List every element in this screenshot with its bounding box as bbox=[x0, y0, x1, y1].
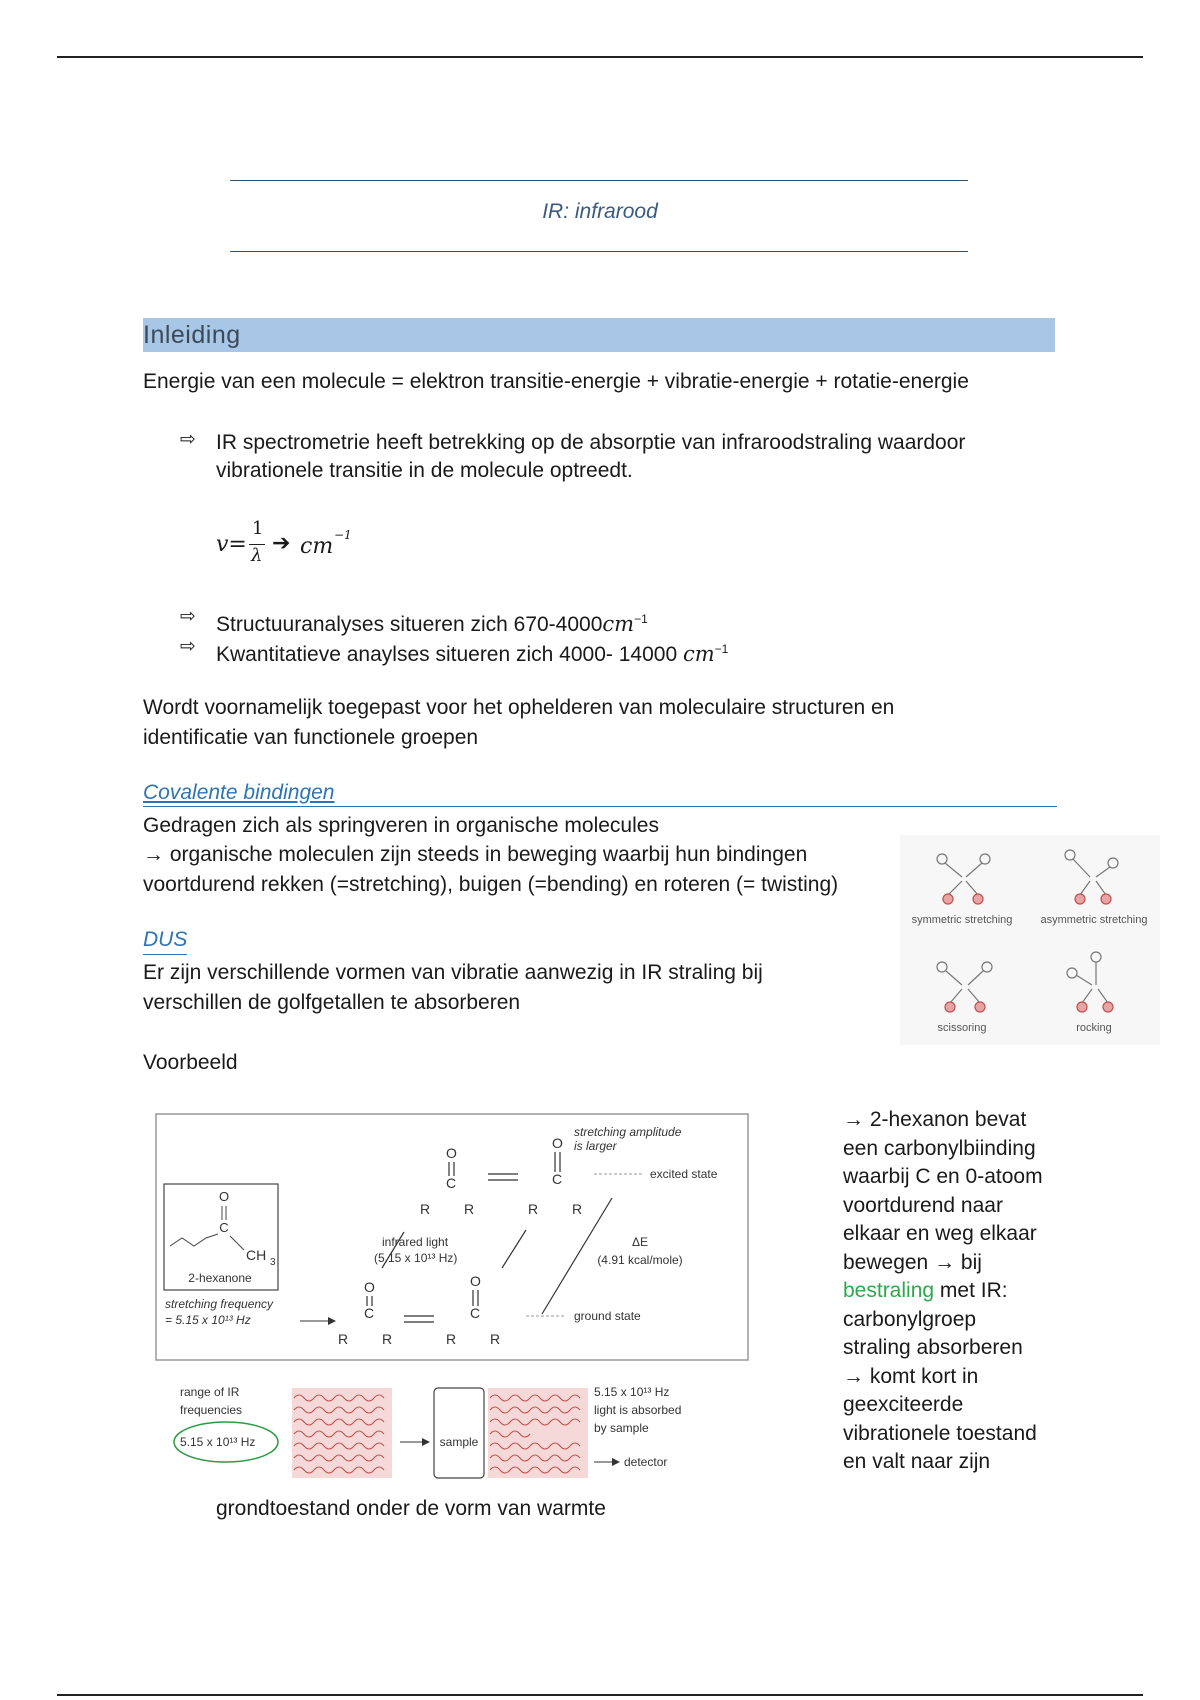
svg-text:O: O bbox=[218, 1189, 230, 1204]
range-value: 5.15 x 10¹³ Hz bbox=[180, 1435, 256, 1449]
svg-text:R: R bbox=[382, 1331, 393, 1347]
side-line: geexciteerde bbox=[843, 1393, 964, 1416]
side-line-green: bestraling met IR: bbox=[843, 1279, 1008, 1302]
dus-heading-rule bbox=[143, 954, 187, 955]
svg-text:C: C bbox=[219, 1220, 229, 1235]
formula-numerator: 1 bbox=[252, 518, 264, 539]
svg-text:R: R bbox=[528, 1201, 539, 1217]
svg-text:R: R bbox=[338, 1331, 349, 1347]
svg-text:C: C bbox=[470, 1305, 481, 1321]
side-line: elkaar en weg elkaar bbox=[843, 1222, 1037, 1245]
svg-text:R: R bbox=[572, 1201, 583, 1217]
bullet1-line1: IR spectrometrie heeft betrekking op de absorptie van infraroodstraling waardoor bbox=[216, 431, 966, 454]
bullet2-text: Structuuranalyses situeren zich $670-4000cm^{-1}$ bbox=[216, 612, 648, 636]
side-line: waarbij C en 0-atoom bbox=[843, 1165, 1043, 1188]
dus-heading: DUS bbox=[143, 928, 188, 951]
infrared-value: (5.15 x 10¹³ Hz) bbox=[374, 1251, 458, 1265]
side-line: een carbonylbiinding bbox=[843, 1136, 1036, 1160]
kcal-label: (4.91 kcal/mole) bbox=[597, 1253, 683, 1267]
vib-label: scissoring bbox=[937, 1022, 987, 1034]
delta-e-label: ΔE bbox=[631, 1235, 649, 1249]
detector-label: detector bbox=[624, 1455, 668, 1469]
stretch-freq-label: stretching frequency bbox=[165, 1297, 274, 1311]
page-title: IR: infrarood bbox=[542, 200, 658, 223]
range-label: range of IR bbox=[180, 1385, 240, 1399]
svg-text:O: O bbox=[364, 1279, 375, 1295]
amplitude-label-2: is larger bbox=[574, 1139, 617, 1153]
amplitude-label: stretching amplitude bbox=[574, 1125, 682, 1139]
absorbed-freq: 5.15 x 10¹³ Hz bbox=[594, 1385, 670, 1399]
side-explanation bbox=[843, 1106, 1073, 1477]
vibration-modes-figure bbox=[900, 835, 1160, 1045]
stretch-freq-value: = 5.15 x 10¹³ Hz bbox=[165, 1313, 251, 1327]
svg-text:R: R bbox=[446, 1331, 457, 1347]
formula-denominator: λ bbox=[251, 545, 263, 566]
ch3-subscript: 3 bbox=[270, 1257, 276, 1268]
vib-label: symmetric stretching bbox=[911, 914, 1013, 926]
ch3-label: CH bbox=[246, 1247, 267, 1263]
bullet-arrow-icon: ⇨ bbox=[180, 636, 196, 657]
svg-text:O: O bbox=[446, 1145, 457, 1161]
svg-text:R: R bbox=[420, 1201, 431, 1217]
sample-label: sample bbox=[439, 1435, 479, 1449]
covalent-line3: voortdurend rekken (=stretching), buigen (=bending) en roteren (= twisting) bbox=[143, 873, 839, 896]
range-label-2: frequencies bbox=[180, 1403, 243, 1417]
infrared-label: infrared light bbox=[382, 1235, 449, 1249]
grond-text: grondtoestand onder de vorm van warmte bbox=[216, 1497, 606, 1520]
svg-text:O: O bbox=[470, 1273, 481, 1289]
title-rule-bottom bbox=[230, 251, 968, 252]
formula-lhs: v= bbox=[216, 532, 247, 557]
absorbed-label-2: by sample bbox=[594, 1421, 649, 1435]
ground-state-label: ground state bbox=[574, 1309, 641, 1323]
bottom-rule bbox=[57, 1694, 1143, 1696]
formula-unit: cm bbox=[300, 534, 334, 559]
svg-text:R: R bbox=[490, 1331, 501, 1347]
bullet1-line2: vibrationele transitie in de molecule optreedt. bbox=[216, 459, 633, 482]
ir-absorption-figure bbox=[150, 1108, 760, 1488]
formula bbox=[216, 518, 416, 568]
excited-state-label: excited state bbox=[650, 1167, 718, 1181]
covalent-line2: → organische moleculen zijn steeds in beweging waarbij hun bindingen bbox=[143, 843, 808, 866]
covalent-heading-rule bbox=[143, 806, 1057, 807]
side-line: straling absorberen bbox=[843, 1336, 1023, 1359]
svg-text:C: C bbox=[446, 1175, 457, 1191]
svg-text:R: R bbox=[464, 1201, 475, 1217]
covalent-heading: Covalente bindingen bbox=[143, 781, 335, 804]
usage-line1: Wordt voornamelijk toegepast voor het ophelderen van moleculaire structuren en bbox=[143, 696, 895, 719]
formula-exponent: −1 bbox=[334, 528, 352, 542]
side-line: en valt naar zijn bbox=[843, 1450, 991, 1473]
top-rule bbox=[57, 56, 1143, 58]
intro-text: Energie van een molecule = elektron transitie-energie + vibratie-energie + rotatie-energie bbox=[143, 370, 969, 393]
vib-label: asymmetric stretching bbox=[1040, 914, 1148, 926]
bullet-arrow-icon: ⇨ bbox=[180, 429, 196, 450]
bullet3-text: Kwantitatieve anaylses situeren zich 4000- 14000 $cm^{-1}$ bbox=[216, 642, 729, 666]
side-line: → komt kort in bbox=[843, 1364, 979, 1388]
side-line: voortdurend naar bbox=[843, 1193, 1003, 1217]
side-line: → 2-hexanon bevat bbox=[843, 1108, 1027, 1131]
covalent-line1: Gedragen zich als springveren in organische molecules bbox=[143, 814, 659, 837]
side-line: bewegen → bij bbox=[843, 1250, 982, 1274]
absorbed-label: light is absorbed bbox=[594, 1403, 682, 1417]
vib-label: rocking bbox=[1076, 1022, 1112, 1034]
dus-line2: verschillen de golfgetallen te absorberen bbox=[143, 991, 521, 1014]
bullet-arrow-icon: ⇨ bbox=[180, 606, 196, 627]
side-line: vibrationele toestand bbox=[843, 1421, 1037, 1445]
svg-text:C: C bbox=[364, 1305, 375, 1321]
voorbeeld-label: Voorbeeld bbox=[143, 1051, 238, 1074]
dus-line1: Er zijn verschillende vormen van vibratie aanwezig in IR straling bij bbox=[143, 961, 763, 984]
usage-line2: identificatie van functionele groepen bbox=[143, 726, 479, 749]
molecule-label: 2-hexanone bbox=[188, 1271, 252, 1285]
svg-text:C: C bbox=[552, 1171, 563, 1187]
formula-arrow-icon: ➔ bbox=[272, 531, 291, 556]
title-rule-top bbox=[230, 180, 968, 181]
side-line: carbonylgroep bbox=[843, 1307, 977, 1331]
section-heading: Inleiding bbox=[143, 318, 1055, 352]
svg-text:O: O bbox=[552, 1135, 563, 1151]
